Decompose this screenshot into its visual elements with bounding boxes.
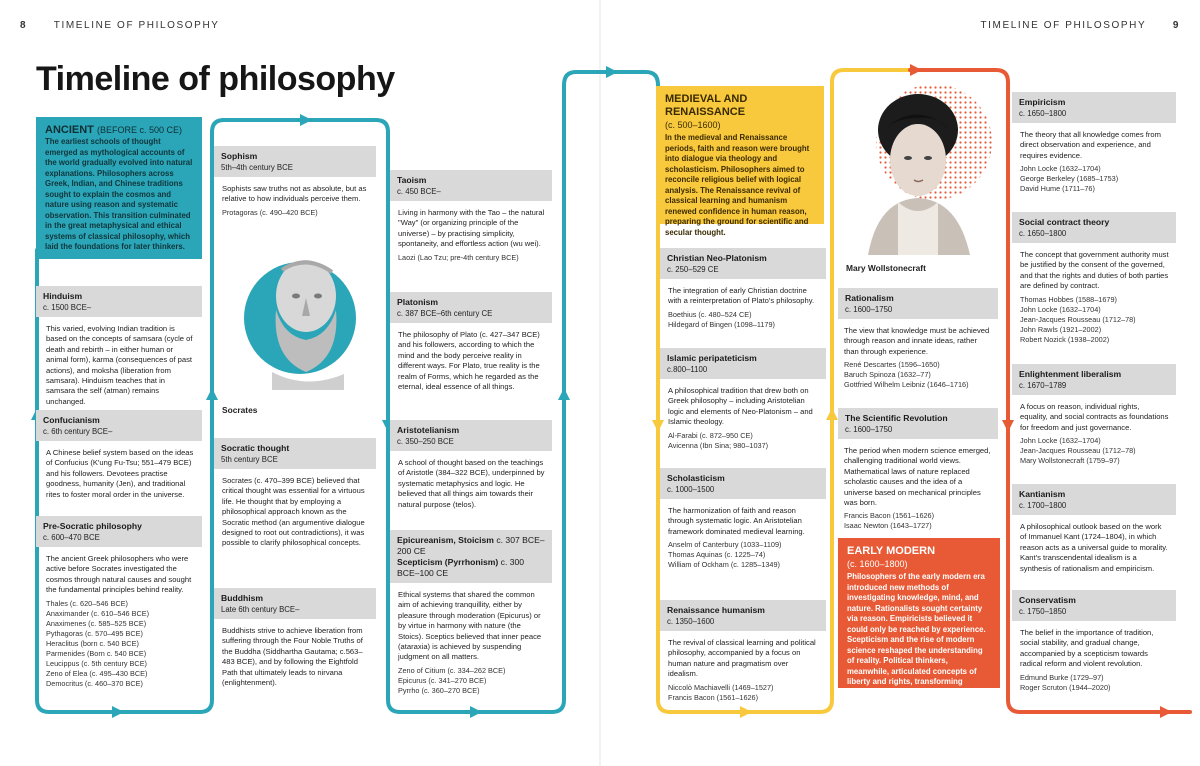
entry-name: Social contract theory xyxy=(1019,217,1110,227)
person-item: Al-Farabi (c. 872–950 CE) xyxy=(668,430,753,440)
entry-date: 5th–4th century BCE xyxy=(221,163,293,172)
entry-date: c. 1500 BCE– xyxy=(43,303,92,312)
entry-date: 5th century BCE xyxy=(221,455,278,464)
people-list xyxy=(390,663,552,696)
person-item: Hildegard of Bingen (1098–1179) xyxy=(668,319,775,329)
people-list xyxy=(838,357,998,390)
entry-rationalism xyxy=(838,288,998,390)
entry-header xyxy=(214,146,376,177)
entry-body: Ethical systems that shared the common aim of achieving tranquillity, either by pleasure through moderation (Epicurus) or by virtue in harmony with nature (the Stoics). Sceptics believed that inner peace (ataraxia) is achieved by suspending judgment on all matters. xyxy=(398,590,542,662)
entry-body: Living in harmony with the Tao – the natural "Way" (or organizing principle of the universe) – by practising simplicity, spontaneity, and effortless action (wu wei). xyxy=(398,208,545,249)
entry-scirev xyxy=(838,408,998,531)
entry-name: Conservatism xyxy=(1019,595,1076,605)
era-date: (c. 1600–1800) xyxy=(847,559,908,569)
entry-confucianism xyxy=(36,410,202,500)
arrow-head xyxy=(910,64,922,76)
person-item: Mary Wollstonecraft (1759–97) xyxy=(1020,456,1120,466)
entry-body: The theory that all knowledge comes from direct observation and experience, and requires evidence. xyxy=(1020,130,1161,160)
right-folio xyxy=(980,20,1180,31)
arrow-head xyxy=(206,388,218,400)
person-item: Parmenides (Born c. 540 BCE) xyxy=(46,648,147,658)
entry-body: Socrates (c. 470–399 BCE) believed that critical thought was essential for a virtuous life. He thought that by employing a philosophical approach known as the Socratic method (an argumentive dialogue designed to root out contradictions), it was possible to clarify philosophical concepts. xyxy=(222,476,365,548)
people-list xyxy=(1012,161,1176,194)
person-item: Francis Bacon (1561–1626) xyxy=(844,511,935,521)
person-item: Avicenna (Ibn Sina; 980–1037) xyxy=(668,440,769,450)
left-folio xyxy=(20,20,220,31)
person-item: Baruch Spinoza (1632–77) xyxy=(844,370,931,380)
entry-peripateticism xyxy=(660,348,826,451)
entry-date: c. 1000–1500 xyxy=(667,485,715,494)
era-title: EARLY MODERN xyxy=(847,545,936,557)
person-item: Zeno of Citium (c. 334–262 BCE) xyxy=(398,665,506,675)
entry-presocratic xyxy=(36,516,202,689)
entry-date: c. 1350–1600 xyxy=(667,617,715,626)
entry-date: c. 1670–1789 xyxy=(1019,381,1067,390)
people-list xyxy=(660,307,826,330)
person-item: John Locke (1632–1704) xyxy=(1020,164,1101,174)
entry-body: Buddhists strive to achieve liberation from suffering through the Four Noble Truths of the Buddha (Siddhartha Gautama; c.563–483 BCE), and by following the Eightfold Path that ultimately leads to nirvana (enlightenment). xyxy=(222,626,363,688)
entry-date: c. 450 BCE– xyxy=(397,187,441,196)
person-item: Jean-Jacques Rousseau (1712–78) xyxy=(1020,446,1136,456)
era-date: (c. 500–1600) xyxy=(665,120,721,130)
people-list xyxy=(390,250,552,263)
person-item: Zeno of Elea (c. 495–430 BCE) xyxy=(46,668,148,678)
person-item: Heraclitus (born c. 540 BCE) xyxy=(46,638,139,648)
era-description: Philosophers of the early modern era introduced new methods of investigating knowledge, mind, and nature. Rationalists sought certainty via reason. Empiricists believed it could only be reached by experience. Scepticism and the rise of modern science reshaped the understanding of reality. Political thinkers, meanwhile, articulated concepts of liberty and rights, transforming philosophy and society overall. xyxy=(847,572,986,697)
era-title: ANCIENT (BEFORE c. 500 CE) xyxy=(45,124,182,136)
person-item: Edmund Burke (1729–97) xyxy=(1020,672,1104,682)
right-running-title: TIMELINE OF PHILOSOPHY xyxy=(980,20,1147,31)
person-item: Thales (c. 620–546 BCE) xyxy=(46,598,128,608)
entry-date: c. 1750–1850 xyxy=(1019,607,1067,616)
person-item: Robert Nozick (1938–2002) xyxy=(1020,334,1110,344)
person-item: Thomas Aquinas (c. 1225–74) xyxy=(668,550,766,560)
entry-date: Late 6th century BCE– xyxy=(221,605,300,614)
wollstonecraft-caption: Mary Wollstonecraft xyxy=(846,263,926,273)
entry-date: c. 1700–1800 xyxy=(1019,501,1067,510)
person-item: John Locke (1632–1704) xyxy=(1020,304,1101,314)
person-item: Pythagoras (c. 570–495 BCE) xyxy=(46,628,143,638)
entry-body: The belief in the importance of tradition, social stability, and gradual change, accompanied by a scepticism towards radical reform and violent revolution. xyxy=(1020,628,1154,669)
entry-header xyxy=(1012,212,1176,243)
entry-header xyxy=(214,438,376,469)
entry-aristotelianism xyxy=(390,420,552,510)
entry-body: The harmonization of faith and reason through systematic logic. An Aristotelian framework dominated medieval learning. xyxy=(668,506,805,536)
entry-socialcontract xyxy=(1012,212,1176,345)
people-list xyxy=(660,680,826,703)
era-description: The earliest schools of thought emerged as mythological accounts of the world gradually evolved into natural explanations. Philosophers across Greek, Indian, and Chinese traditions sought to explain the cosmos and nature using reason and systematic observation. This transition culminated in the great metaphysical and ethical systems of classical philosophy, which laid the foundations for later thinkers. xyxy=(45,137,193,251)
era-ancient xyxy=(36,117,202,259)
entry-name: Aristotelianism xyxy=(397,425,460,435)
entry-name: Buddhism xyxy=(221,593,264,603)
entry-body: The view that knowledge must be achieved through reason and innate ideas, rather than through experience. xyxy=(844,326,990,356)
arrow-head xyxy=(558,388,570,400)
people-list xyxy=(36,596,202,689)
entry-body: A school of thought based on the teachings of Aristotle (384–322 BCE), underpinned by systematic metaphysics and logic. He believed that all things aim towards their natural purpose (telos). xyxy=(398,458,545,509)
person-item: Thomas Hobbes (1588–1679) xyxy=(1020,294,1117,304)
entry-header xyxy=(214,588,376,619)
people-list xyxy=(1012,670,1176,693)
entry-name: Scepticism (Pyrrhonism) c. 300 BCE–100 CE xyxy=(397,557,525,578)
people-list xyxy=(214,205,376,218)
person-item: Protagoras (c. 490–420 BCE) xyxy=(222,207,318,217)
arrow-head xyxy=(470,706,482,718)
entry-body: The period when modern science emerged, challenging traditional world views. Mathematical laws of nature replaced scholastic causes and the idea of a universe based on mechanical principles was born. xyxy=(844,446,991,508)
entry-socratic xyxy=(214,438,376,549)
people-list xyxy=(838,508,998,531)
entry-empiricism xyxy=(1012,92,1176,194)
entry-name: Empiricism xyxy=(1019,97,1066,107)
page-gutter xyxy=(599,0,601,766)
person-item: Francis Bacon (1561–1626) xyxy=(668,692,759,702)
entry-name: Hinduism xyxy=(43,291,83,301)
entry-header xyxy=(660,600,826,631)
entry-header xyxy=(1012,484,1176,515)
left-running-title: TIMELINE OF PHILOSOPHY xyxy=(53,20,220,31)
left-page-number: 8 xyxy=(20,20,28,31)
entry-date: c. 1650–1800 xyxy=(1019,109,1067,118)
entry-body: This varied, evolving Indian tradition is based on the concepts of samsara (cycle of death and rebirth – in either human or animal form), karma (consequences of past actions), and moksha (liberation from samsara). Hinduism teaches that in samsara the self (atman) remains unchanged. xyxy=(46,324,193,406)
era-title: MEDIEVAL AND RENAISSANCE xyxy=(665,93,748,118)
entry-date: c. 1650–1800 xyxy=(1019,229,1067,238)
entry-name: Epicureanism, Stoicism c. 307 BCE–200 CE xyxy=(397,535,545,556)
person-item: René Descartes (1596–1650) xyxy=(844,360,940,370)
entry-name: Islamic peripateticism xyxy=(667,353,757,363)
entry-body: A philosophical outlook based on the work of Immanuel Kant (1724–1804), in which reason acts as a universal guide to morality. Kant's transcendental idealism is a synthesis of rationalism and empiricism. xyxy=(1020,522,1168,573)
entry-name: Kantianism xyxy=(1019,489,1066,499)
arrow-head xyxy=(606,66,618,78)
person-item: John Locke (1632–1704) xyxy=(1020,436,1101,446)
entry-header xyxy=(1012,92,1176,123)
entry-date: c. 387 BCE–6th century CE xyxy=(397,309,493,318)
entry-header xyxy=(1012,364,1176,395)
entry-body: The ancient Greek philosophers who were active before Socrates investigated the cosmos through natural causes and sought the fundamental principles behind reality. xyxy=(46,554,192,595)
entry-date: c. 600–470 BCE xyxy=(43,533,100,542)
entry-header xyxy=(660,248,826,279)
entry-name: Rationalism xyxy=(845,293,894,303)
person-item: Boethius (c. 480–524 CE) xyxy=(668,309,752,319)
wollstonecraft-portrait xyxy=(838,80,998,255)
person-item: Anaximenes (c. 585–525 BCE) xyxy=(46,618,147,628)
entry-body: Sophists saw truths not as absolute, but as relative to how individuals perceive them. xyxy=(222,184,367,204)
entry-humanism xyxy=(660,600,826,703)
entry-header xyxy=(390,170,552,201)
person-item: Gottfried Wilhelm Leibniz (1646–1716) xyxy=(844,380,969,390)
person-item: Jean-Jacques Rousseau (1712–78) xyxy=(1020,314,1136,324)
entry-date: c. 350–250 BCE xyxy=(397,437,454,446)
entry-body: The philosophy of Plato (c. 427–347 BCE) and his followers, according to which the mind and the body perceive reality in different ways. For Plato, true reality is the realm of Forms, which he regarded as the eternal, ideal essence of all things. xyxy=(398,330,540,392)
entry-name: Scholasticism xyxy=(667,473,725,483)
entry-header xyxy=(36,286,202,317)
entry-header xyxy=(838,288,998,319)
entry-header xyxy=(36,516,202,547)
entry-neoplatonism xyxy=(660,248,826,330)
arrow-head xyxy=(740,706,752,718)
entry-name: Socratic thought xyxy=(221,443,290,453)
entry-enlightenment xyxy=(1012,364,1176,466)
arrow-head xyxy=(1160,706,1172,718)
entry-conservatism xyxy=(1012,590,1176,693)
era-description: In the medieval and Renaissance periods, faith and reason were brought into dialogue via theology and scholasticism. Philosophers aimed to reconcile religious belief with logical analysis. The Renaissance revival of classical learning and humanism renewed confidence in human reason, preparing the ground for scientific and secular thought. xyxy=(665,133,810,237)
entry-date: c.800–1100 xyxy=(667,365,708,374)
person-item: William of Ockham (c. 1285–1349) xyxy=(668,560,780,570)
person-item: Democritus (c. 460–370 BCE) xyxy=(46,678,143,688)
entry-header xyxy=(660,348,826,379)
entry-kantianism xyxy=(1012,484,1176,574)
page-title: Timeline of philosophy xyxy=(36,60,395,98)
entry-epicureanism xyxy=(390,530,552,696)
entry-body: The concept that government authority must be justified by the consent of the governed, and that the rights and duties of both parties are defined by contract. xyxy=(1020,250,1169,291)
entry-body: A philosophical tradition that drew both on Greek philosophy – including Aristotelian logic and elements of Neo-Platonism – and Islamic theology. xyxy=(668,386,813,427)
entry-date: c. 1600–1750 xyxy=(845,425,893,434)
people-list xyxy=(660,537,826,570)
entry-name: Sophism xyxy=(221,151,258,161)
person-item: Leucippus (c. 5th century BCE) xyxy=(46,658,147,668)
socrates-portrait xyxy=(232,240,382,390)
entry-platonism xyxy=(390,292,552,392)
entry-date: c. 1600–1750 xyxy=(845,305,893,314)
entry-header xyxy=(838,408,998,439)
entry-header xyxy=(660,468,826,499)
person-item: Roger Scruton (1944–2020) xyxy=(1020,682,1111,692)
entry-body: The integration of early Christian doctrine with a reinterpretation of Plato's philosophy. xyxy=(668,286,815,306)
entry-name: Confucianism xyxy=(43,415,100,425)
entry-header xyxy=(390,420,552,451)
person-item: Anselm of Canterbury (1033–1109) xyxy=(668,540,782,550)
people-list xyxy=(660,428,826,451)
entry-taoism xyxy=(390,170,552,263)
entry-name: Renaissance humanism xyxy=(667,605,765,615)
socrates-caption: Socrates xyxy=(222,405,258,415)
entry-body: A focus on reason, individual rights, equality, and social contracts as foundations for freedom and just governance. xyxy=(1020,402,1169,432)
era-early-modern xyxy=(838,538,1000,697)
entry-buddhism xyxy=(214,588,376,688)
entry-name: Christian Neo-Platonism xyxy=(667,253,767,263)
person-item: Epicurus (c. 341–270 BCE) xyxy=(398,675,487,685)
person-item: Pyrrho (c. 360–270 BCE) xyxy=(398,685,480,695)
person-item: Niccolò Machiavelli (1469–1527) xyxy=(668,682,774,692)
arrow-head xyxy=(112,706,124,718)
entry-name: Platonism xyxy=(397,297,439,307)
arrow-head xyxy=(826,408,838,420)
entry-sophism xyxy=(214,146,376,218)
entry-hinduism xyxy=(36,286,202,407)
person-item: David Hume (1711–76) xyxy=(1020,184,1095,194)
right-page-number: 9 xyxy=(1172,20,1180,31)
person-item: Isaac Newton (1643–1727) xyxy=(844,521,932,531)
entry-name: Enlightenment liberalism xyxy=(1019,369,1122,379)
person-item: George Berkeley (1685–1753) xyxy=(1020,174,1119,184)
entry-date: c. 250–529 CE xyxy=(667,265,719,274)
era-medieval xyxy=(656,86,824,237)
people-list xyxy=(1012,292,1176,345)
person-item: Laozi (Lao Tzu; pre-4th century BCE) xyxy=(398,252,519,262)
people-list xyxy=(1012,433,1176,466)
arrow-head xyxy=(300,114,312,126)
entry-header xyxy=(390,530,552,583)
entry-header xyxy=(390,292,552,323)
person-item: John Rawls (1921–2002) xyxy=(1020,324,1102,334)
entry-scholasticism xyxy=(660,468,826,570)
entry-body: A Chinese belief system based on the ideas of Confucius (K'ung Fu-Tsu; 551–479 BCE) and his followers. Devotees practise goodness, humanity (Jen), and traditional rites to foster moral order in the universe. xyxy=(46,448,194,499)
person-item: Anaximander (c. 610–546 BCE) xyxy=(46,608,150,618)
entry-header xyxy=(36,410,202,441)
entry-name: Taoism xyxy=(397,175,427,185)
entry-name: The Scientific Revolution xyxy=(845,413,948,423)
entry-header xyxy=(1012,590,1176,621)
entry-body: The revival of classical learning and political philosophy, accompanied by a focus on human nature and pragmatism over idealism. xyxy=(668,638,816,679)
entry-date: c. 6th century BCE– xyxy=(43,427,113,436)
entry-name: Pre-Socratic philosophy xyxy=(43,521,142,531)
